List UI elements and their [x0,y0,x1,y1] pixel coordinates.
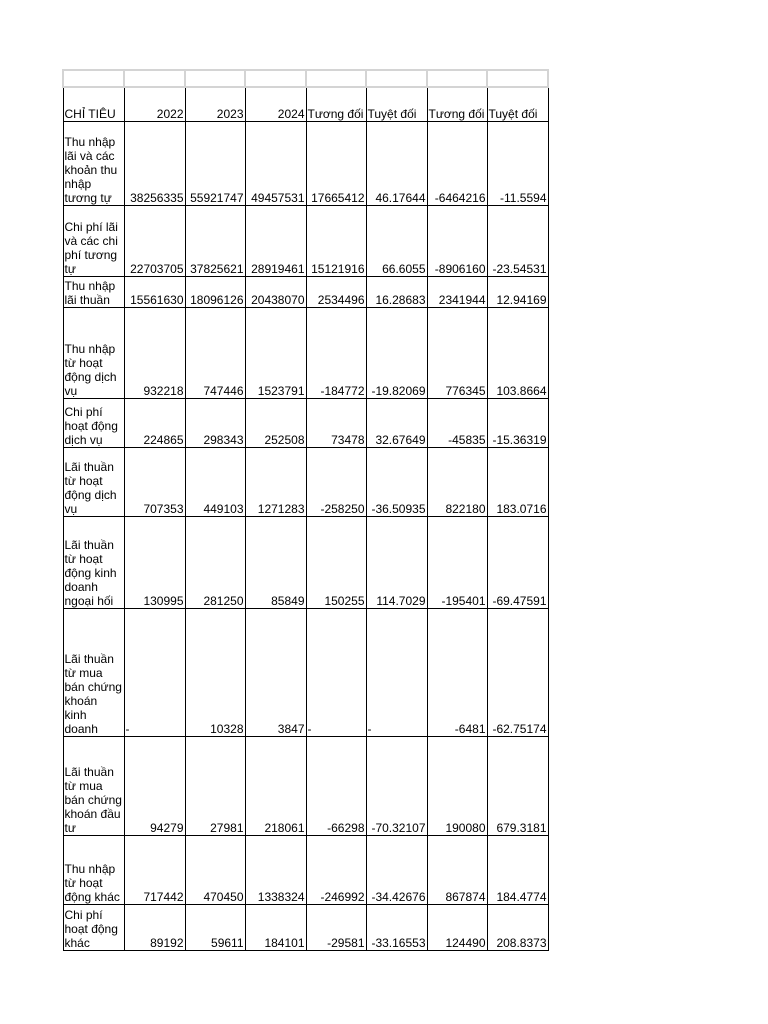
data-cell: 38256335 [124,121,185,205]
data-cell: -11.5594 [487,121,548,205]
data-cell: 89192 [124,904,185,950]
blank-cell [185,70,245,87]
row-label-cell: Thu nhập từ hoạt động khác [63,835,124,904]
data-cell: 28919461 [245,205,306,276]
header-cell-tuong-doi-2: Tương đối [427,87,487,121]
data-cell: -45835 [427,398,487,447]
data-cell: 17665412 [306,121,366,205]
data-cell: 208.8373 [487,904,548,950]
row-label-cell: Chi phí lãi và các chi phí tương tự [63,205,124,276]
table-row [63,736,548,835]
blank-cell [427,70,487,87]
data-cell: - [366,608,427,736]
data-cell: -29581 [306,904,366,950]
data-cell: 218061 [245,736,306,835]
data-cell: 15561630 [124,276,185,307]
data-cell: 20438070 [245,276,306,307]
table-row [63,398,548,447]
data-cell: 224865 [124,398,185,447]
data-cell: - [306,608,366,736]
blank-cell [63,70,124,87]
data-cell: -8906160 [427,205,487,276]
table-row [63,307,548,398]
data-cell: 867874 [427,835,487,904]
data-cell: -6481 [427,608,487,736]
data-cell: -70.32107 [366,736,427,835]
table-row [63,904,548,950]
data-cell: -246992 [306,835,366,904]
data-cell: 1338324 [245,835,306,904]
data-cell: 776345 [427,307,487,398]
data-cell: - [124,608,185,736]
blank-cell [487,70,548,87]
data-cell: 281250 [185,516,245,608]
header-cell-2024: 2024 [245,87,306,121]
blank-cell [124,70,185,87]
data-cell: 59611 [185,904,245,950]
row-label-cell: Lãi thuần từ mua bán chứng khoán kinh doanh [63,608,124,736]
data-cell: -23.54531 [487,205,548,276]
data-cell: 10328 [185,608,245,736]
data-cell: -6464216 [427,121,487,205]
data-cell: 16.28683 [366,276,427,307]
data-cell: 66.6055 [366,205,427,276]
data-cell: 190080 [427,736,487,835]
blank-row [63,70,548,87]
blank-cell [245,70,306,87]
row-label-cell: Lãi thuần từ hoạt động dịch vụ [63,447,124,516]
data-cell: 184.4774 [487,835,548,904]
data-cell: 15121916 [306,205,366,276]
data-cell: 124490 [427,904,487,950]
data-cell: -36.50935 [366,447,427,516]
data-cell: 3847 [245,608,306,736]
financial-table [62,69,549,951]
data-cell: 32.67649 [366,398,427,447]
data-cell: 932218 [124,307,185,398]
data-cell: 22703705 [124,205,185,276]
table-row [63,121,548,205]
data-cell: -15.36319 [487,398,548,447]
data-cell: 55921747 [185,121,245,205]
data-cell: 1523791 [245,307,306,398]
data-cell: -195401 [427,516,487,608]
blank-cell [306,70,366,87]
data-cell: 183.0716 [487,447,548,516]
data-cell: 12.94169 [487,276,548,307]
data-cell: 252508 [245,398,306,447]
data-cell: 298343 [185,398,245,447]
data-cell: 679.3181 [487,736,548,835]
table-row [63,276,548,307]
row-label-cell: Thu nhập lãi và các khoản thu nhập tương tự [63,121,124,205]
data-cell: 449103 [185,447,245,516]
data-cell: 1271283 [245,447,306,516]
data-cell: 103.8664 [487,307,548,398]
header-cell-chi-tieu: CHỈ TIÊU [63,87,124,121]
data-cell: 18096126 [185,276,245,307]
data-cell: 85849 [245,516,306,608]
data-cell: -184772 [306,307,366,398]
data-cell: 717442 [124,835,185,904]
header-row [63,87,548,121]
row-label-cell: Chi phí hoạt động dịch vụ [63,398,124,447]
data-cell: 73478 [306,398,366,447]
blank-cell [366,70,427,87]
row-label-cell: Lãi thuần từ mua bán chứng khoán đầu tư [63,736,124,835]
data-cell: 114.7029 [366,516,427,608]
data-cell: 822180 [427,447,487,516]
data-cell: 2534496 [306,276,366,307]
data-cell: 94279 [124,736,185,835]
table-row [63,516,548,608]
table-row [63,205,548,276]
data-cell: 747446 [185,307,245,398]
data-cell: 130995 [124,516,185,608]
header-cell-2022: 2022 [124,87,185,121]
row-label-cell: Lãi thuần từ hoạt động kinh doanh ngoại hối [63,516,124,608]
table-row [63,447,548,516]
data-cell: -19.82069 [366,307,427,398]
table-body [63,70,548,950]
header-cell-tuyet-doi-2: Tuyệt đối [487,87,548,121]
row-label-cell: Chi phí hoạt động khác [63,904,124,950]
data-cell: -258250 [306,447,366,516]
data-cell: 37825621 [185,205,245,276]
data-cell: -34.42676 [366,835,427,904]
table-row [63,608,548,736]
data-cell: -33.16553 [366,904,427,950]
header-cell-tuong-doi-1: Tương đối [306,87,366,121]
data-cell: 150255 [306,516,366,608]
row-label-cell: Thu nhập lãi thuần [63,276,124,307]
data-cell: 707353 [124,447,185,516]
table-row [63,835,548,904]
data-cell: 184101 [245,904,306,950]
header-cell-tuyet-doi-1: Tuyệt đối [366,87,427,121]
data-cell: -69.47591 [487,516,548,608]
data-cell: -66298 [306,736,366,835]
data-cell: -62.75174 [487,608,548,736]
row-label-cell: Thu nhập từ hoạt động dịch vụ [63,307,124,398]
data-cell: 470450 [185,835,245,904]
header-cell-2023: 2023 [185,87,245,121]
data-cell: 49457531 [245,121,306,205]
data-cell: 2341944 [427,276,487,307]
data-cell: 27981 [185,736,245,835]
data-cell: 46.17644 [366,121,427,205]
